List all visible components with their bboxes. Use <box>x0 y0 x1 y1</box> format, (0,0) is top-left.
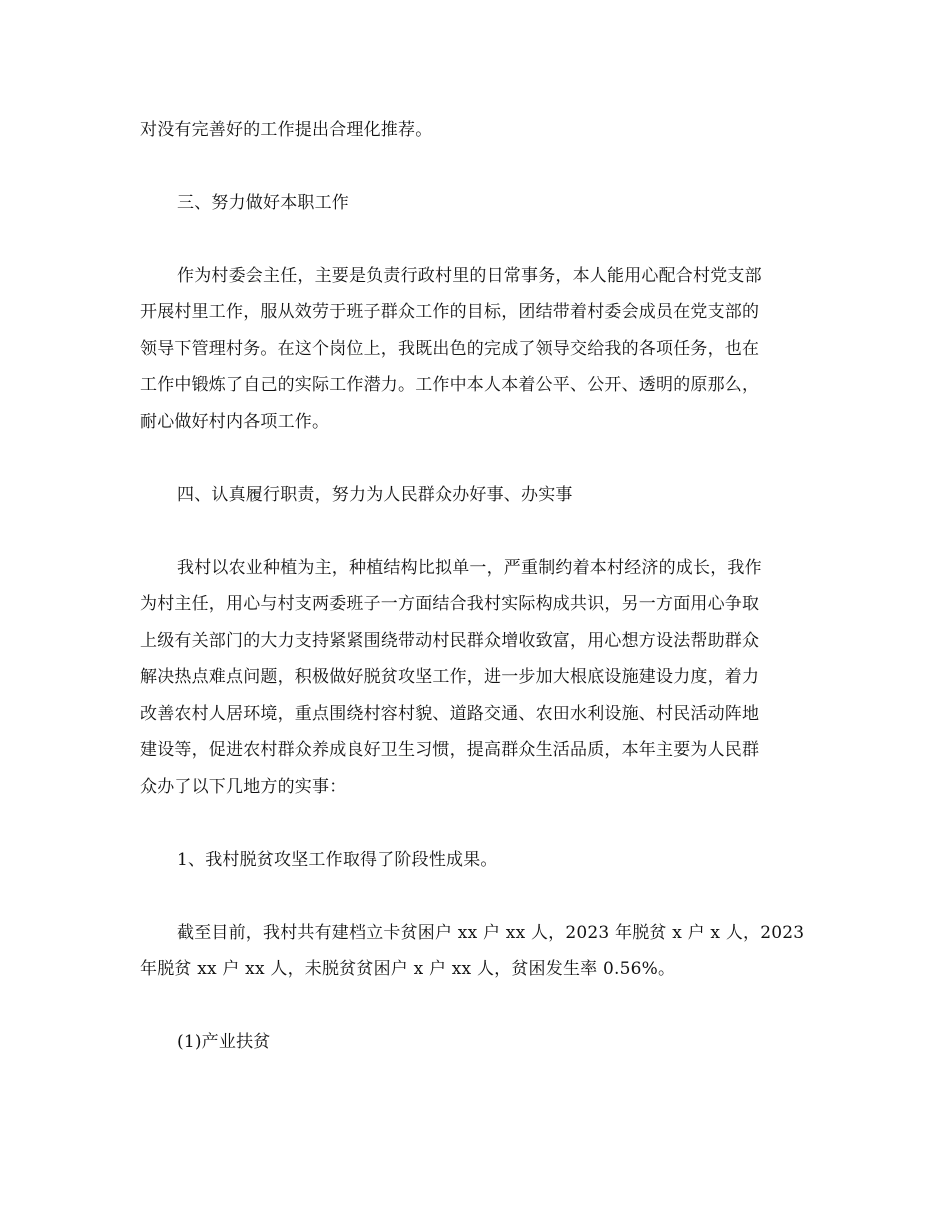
paragraph-line: 为村主任，用心与村支两委班子一方面结合我村实际构成共识，另一方面用心争取 <box>140 594 760 614</box>
paragraph-line: 截至目前，我村共有建档立卡贫困户 xx 户 xx 人，2023 年脱贫 x 户 x 人，2023 <box>177 923 805 943</box>
paragraph-line: 建设等，促进农村群众养成良好卫生习惯，提高群众生活品质，本年主要为人民群 <box>140 740 760 760</box>
list-item-heading: 1、我村脱贫攻坚工作取得了阶段性成果。 <box>177 850 498 870</box>
paragraph-line: 解决热点难点问题，积极做好脱贫攻坚工作，进一步加大根底设施建设力度，着力 <box>140 667 760 687</box>
section-heading: 三、努力做好本职工作 <box>177 193 349 213</box>
paragraph-line: 众办了以下几地方的实事： <box>140 777 347 797</box>
paragraph-line: 对没有完善好的工作提出合理化推荐。 <box>140 120 433 140</box>
paragraph-line: 我村以农业种植为主，种植结构比拟单一，严重制约着本村经济的成长，我作 <box>177 558 762 578</box>
paragraph-line: 作为村委会主任，主要是负责行政村里的日常事务，本人能用心配合村党支部 <box>177 266 762 286</box>
paragraph-line: 开展村里工作，服从效劳于班子群众工作的目标，团结带着村委会成员在党支部的 <box>140 302 760 322</box>
subsection-heading: (1)产业扶贫 <box>177 1032 271 1052</box>
paragraph-line: 上级有关部门的大力支持紧紧围绕带动村民群众增收致富，用心想方设法帮助群众 <box>140 631 760 651</box>
section-heading: 四、认真履行职责，努力为人民群众办好事、办实事 <box>177 485 573 505</box>
paragraph-line: 领导下管理村务。在这个岗位上，我既出色的完成了领导交给我的各项任务，也在 <box>140 339 760 359</box>
paragraph-line: 年脱贫 xx 户 xx 人，未脱贫贫困户 x 户 xx 人，贫困发生率 0.56%。 <box>140 959 676 979</box>
paragraph-line: 改善农村人居环境，重点围绕村容村貌、道路交通、农田水利设施、村民活动阵地 <box>140 704 760 724</box>
paragraph-line: 耐心做好村内各项工作。 <box>140 412 330 432</box>
paragraph-line: 工作中锻炼了自己的实际工作潜力。工作中本人本着公平、公开、透明的原那么， <box>140 375 760 395</box>
